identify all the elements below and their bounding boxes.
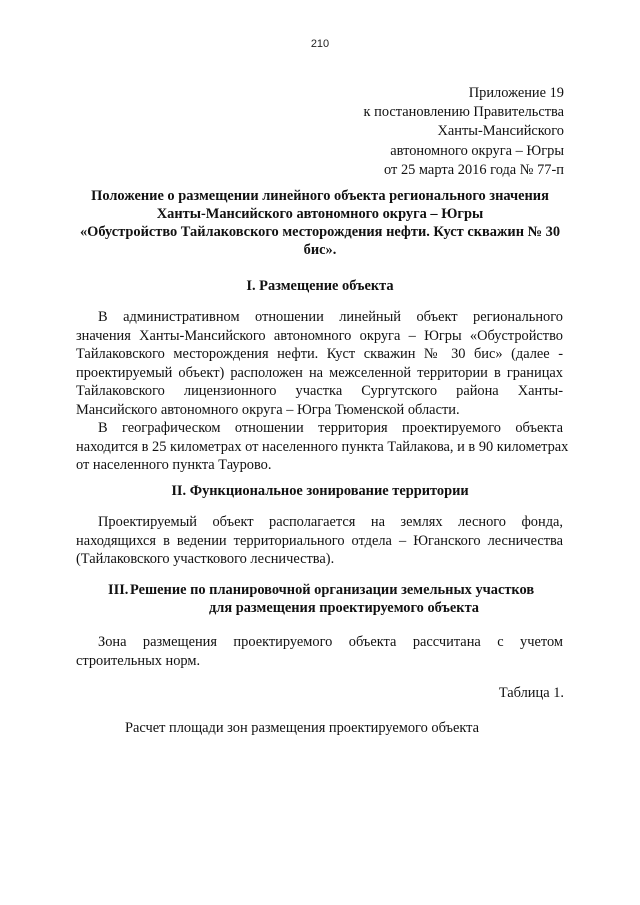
page-number: 210 <box>310 38 330 50</box>
paragraph-line: значения Ханты-Мансийского автономного округа – Югры «Обустройство <box>76 327 563 344</box>
section-heading-placement: I. Размещение объекта <box>246 278 394 294</box>
table-label: Таблица 1. <box>498 685 564 701</box>
paragraph-line: находится в 25 километрах от населенного пункта Тайлакова, и в 90 километрах <box>76 438 569 455</box>
table-caption: Расчет площади зон размещения проектируемого объекта <box>125 720 480 736</box>
section-heading-text: Решение по планировочной организации земельных участков <box>130 582 535 598</box>
section-heading-planning <box>108 581 568 617</box>
paragraph-line: Мансийского автономного округа – Югра Тюменской области. <box>76 401 460 418</box>
paragraph-line: Зона размещения проектируемого объекта рассчитана с учетом <box>98 634 563 650</box>
paragraph-line: от населенного пункта Таурово. <box>76 457 272 473</box>
title-line: «Обустройство Тайлаковского месторождения нефти. Куст скважин № 30 <box>79 224 561 240</box>
section-number: III. <box>108 582 129 598</box>
appendix-line: автономного округа – Югры <box>390 142 564 159</box>
appendix-line: Ханты-Мансийского <box>437 123 564 140</box>
section-heading-zoning: II. Функциональное зонирование территории <box>171 483 469 499</box>
section-heading-row: для размещения проектируемого объекта <box>209 600 480 616</box>
paragraph-forest-fund <box>76 513 563 569</box>
document-title <box>60 187 580 259</box>
title-line: бис». <box>303 242 337 258</box>
paragraph-line: В административном отношении линейный объект регионального <box>98 309 563 325</box>
title-line: Положение о размещении линейного объекта регионального значения <box>91 188 549 204</box>
paragraph-line: Тайлаковского лицензионного участка Сургутского района Ханты- <box>76 383 563 399</box>
paragraph-line: В географическом отношении территория проектируемого объекта <box>98 420 563 436</box>
appendix-line: Приложение 19 <box>468 85 564 101</box>
paragraph-line: Тайлаковского месторождения нефти. Куст скважин № 30 бис» (далее - <box>76 346 563 362</box>
appendix-block <box>234 84 564 180</box>
paragraph-line: строительных норм. <box>76 652 201 669</box>
paragraph-administrative-location <box>76 308 563 419</box>
paragraph-line: (Тайлаковского участкового лесничества). <box>76 551 335 567</box>
appendix-line: к постановлению Правительства <box>363 104 564 121</box>
paragraph-line: находящихся в ведении территориального отдела – Юганского лесничества <box>76 532 563 549</box>
title-line: Ханты-Мансийского автономного округа – Югры <box>156 206 484 222</box>
appendix-line: от 25 марта 2016 года № 77-п <box>384 161 564 178</box>
paragraph-line: проектируемый объект) расположен на межселенной территории в границах <box>76 364 563 381</box>
section-heading-row <box>108 581 568 599</box>
paragraph-geographic-location <box>76 419 569 475</box>
paragraph-zone-calculation <box>76 633 563 670</box>
paragraph-line: Проектируемый объект располагается на землях лесного фонда, <box>98 514 563 530</box>
